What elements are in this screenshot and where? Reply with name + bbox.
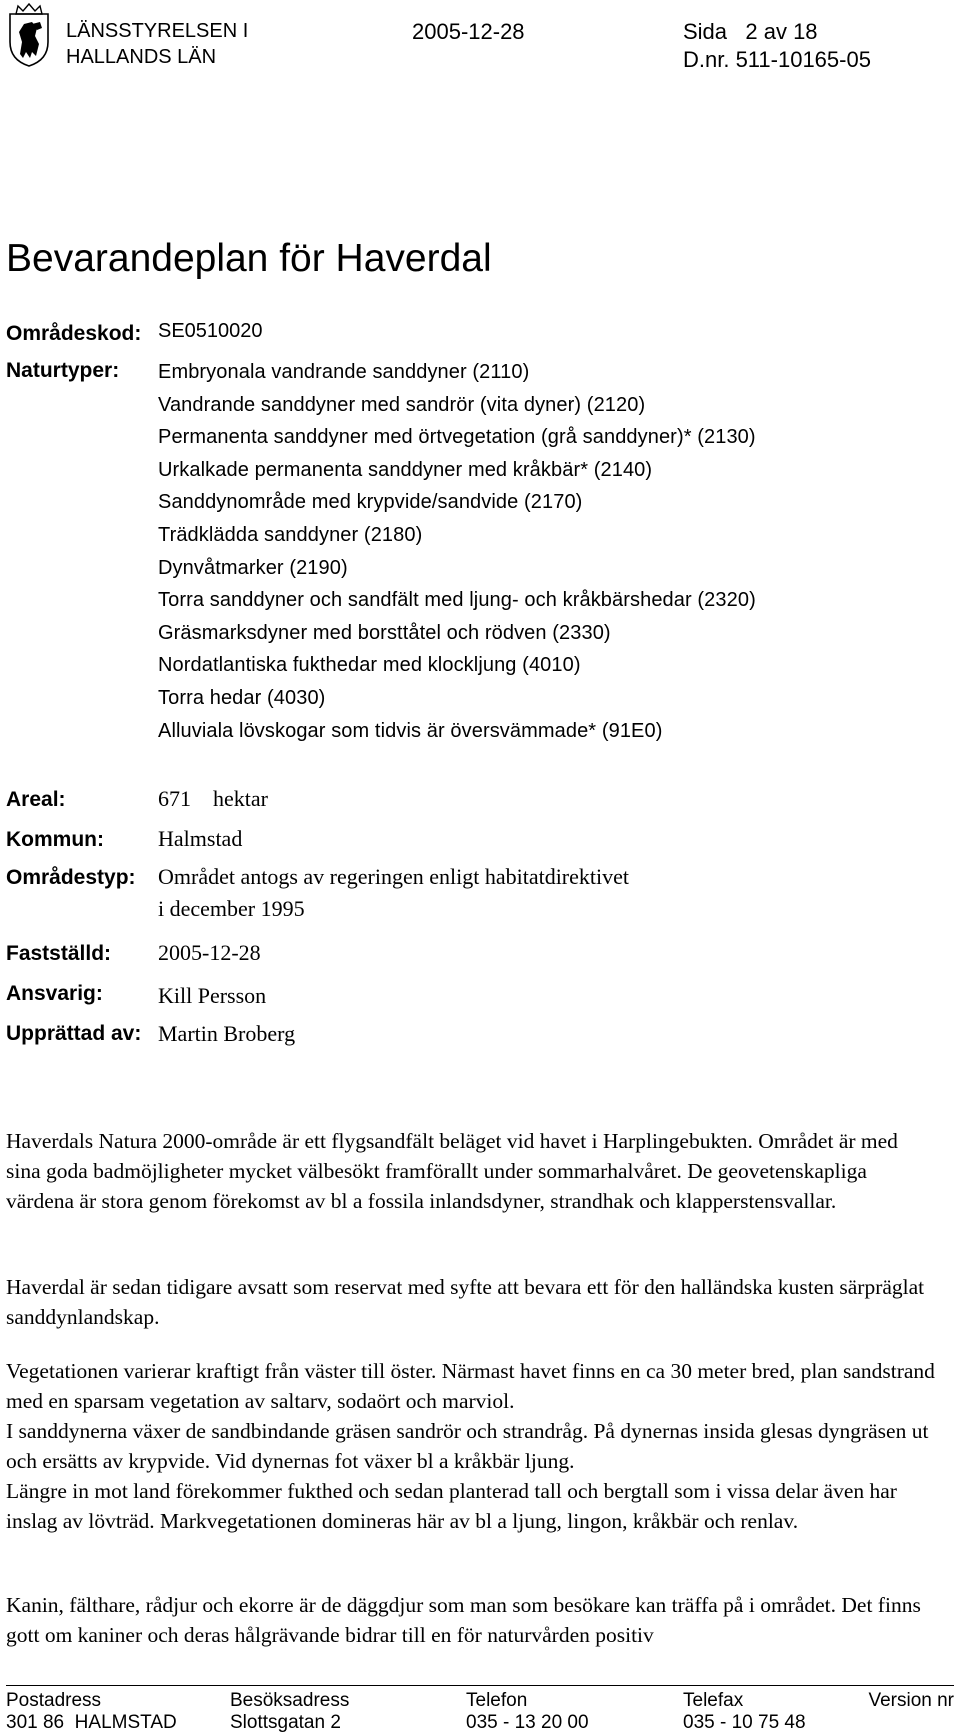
established-value: 2005-12-28 xyxy=(158,940,261,965)
area-code-value: SE0510020 xyxy=(158,320,263,342)
footer-label: Version nr xyxy=(868,1690,954,1711)
area-type-label: Områdestyp: xyxy=(6,866,136,889)
footer-values xyxy=(6,1712,954,1734)
responsible-value: Kill Persson xyxy=(158,983,267,1008)
coat-of-arms-icon xyxy=(6,2,52,68)
footer-label: Telefax xyxy=(683,1690,744,1711)
areal-label: Areal: xyxy=(6,788,66,811)
list-item: Sanddynområde med krypvide/sandvide (2170) xyxy=(158,491,583,514)
list-item: Torra hedar (4030) xyxy=(158,686,326,709)
list-item: Dynvåtmarker (2190) xyxy=(158,556,348,579)
footer xyxy=(6,1690,954,1734)
habitats-label: Naturtyper: xyxy=(6,359,120,382)
prepared-by-value: Martin Broberg xyxy=(158,1021,296,1046)
page-number: Sida 2 av 18 xyxy=(683,19,818,44)
header-date: 2005-12-28 xyxy=(412,19,525,44)
list-item: Urkalkade permanenta sanddyner med kråkbär* (2140) xyxy=(158,458,653,481)
kommun-value: Halmstad xyxy=(158,826,243,851)
footer-value: Slottsgatan 2 xyxy=(230,1712,341,1733)
footer-label: Postadress xyxy=(6,1690,102,1711)
responsible-label: Ansvarig: xyxy=(6,982,103,1005)
footer-label: Telefon xyxy=(466,1690,528,1711)
list-item: Torra sanddyner och sandfält med ljung- och kråkbärshedar (2320) xyxy=(158,589,756,612)
paragraph: I sanddynerna växer de sandbindande gräsen sandrör och strandråg. På dynernas insida glesas dyngräsen ut och ersätts av krypvide. Vid dynernas fot växer bl a kråkbär ljung. xyxy=(6,1419,929,1473)
footer-labels xyxy=(6,1690,954,1712)
page-title: Bevarandeplan för Haverdal xyxy=(6,237,492,280)
paragraph: Vegetationen varierar kraftigt från väster till öster. Närmast havet finns en ca 30 meter bred, plan sandstrand med en sparsam vegetation av saltarv, sodaört och marviol. xyxy=(6,1359,935,1413)
footer-value: 035 - 10 75 48 xyxy=(683,1712,806,1733)
paragraph: Kanin, fälthare, rådjur och ekorre är de däggdjur som man som besökare kan träffa på i området. Det finns gott om kaniner och deras hålgrävande bidrar till en för naturvården positiv xyxy=(6,1593,921,1647)
prepared-by-label: Upprättad av: xyxy=(6,1022,142,1045)
paragraph: Haverdals Natura 2000-område är ett flygsandfält beläget vid havet i Harplingebukten. Området är med sina goda badmöjligheter mycket välbesökt framförallt under sommarhalvåret. De geovetenskapliga värdena är stora genom förekomst av bl a fossila inlandsdyner, strandhak och klapperstensvallar. xyxy=(6,1129,898,1213)
org-line-2: HALLANDS LÄN xyxy=(66,46,217,68)
list-item: Vandrande sanddyner med sandrör (vita dyner) (2120) xyxy=(158,393,646,416)
organization-name xyxy=(66,18,248,70)
area-code-label: Områdeskod: xyxy=(6,322,142,345)
habitat-list xyxy=(158,356,756,747)
footer-label: Besöksadress xyxy=(230,1690,350,1711)
area-type-line-1: Området antogs av regeringen enligt habitatdirektivet xyxy=(158,864,630,889)
list-item: Nordatlantiska fukthedar med klockljung (4010) xyxy=(158,654,581,677)
area-type-line-2: i december 1995 xyxy=(158,896,305,921)
list-item: Permanenta sanddyner med örtvegetation (grå sanddyner)* (2130) xyxy=(158,426,756,449)
paragraph: Haverdal är sedan tidigare avsatt som reservat med syfte att bevara ett för den halländska kusten särpräglat sanddynlandskap. xyxy=(6,1275,925,1329)
footer-value: 035 - 13 20 00 xyxy=(466,1712,589,1733)
areal-value: 671 hektar xyxy=(158,786,268,811)
list-item: Trädklädda sanddyner (2180) xyxy=(158,523,423,546)
list-item: Embryonala vandrande sanddyner (2110) xyxy=(158,361,530,383)
established-label: Fastställd: xyxy=(6,942,112,965)
kommun-label: Kommun: xyxy=(6,828,104,851)
footer-value: 301 86 HALMSTAD xyxy=(6,1712,177,1733)
list-item: Gräsmarksdyner med borsttåtel och rödven (2330) xyxy=(158,621,611,644)
org-line-1: LÄNSSTYRELSEN I xyxy=(66,20,249,42)
list-item: Alluviala lövskogar som tidvis är översvämmade* (91E0) xyxy=(158,719,663,742)
paragraph: Längre in mot land förekommer fukthed och sedan planterad tall och bergtall som i vissa delar även har inslag av lövträd. Markvegetationen domineras här av bl a ljung, lingon, kråkbär och renlav. xyxy=(6,1479,897,1533)
footer-divider xyxy=(6,1685,954,1686)
document-number: D.nr. 511-10165-05 xyxy=(683,47,871,72)
